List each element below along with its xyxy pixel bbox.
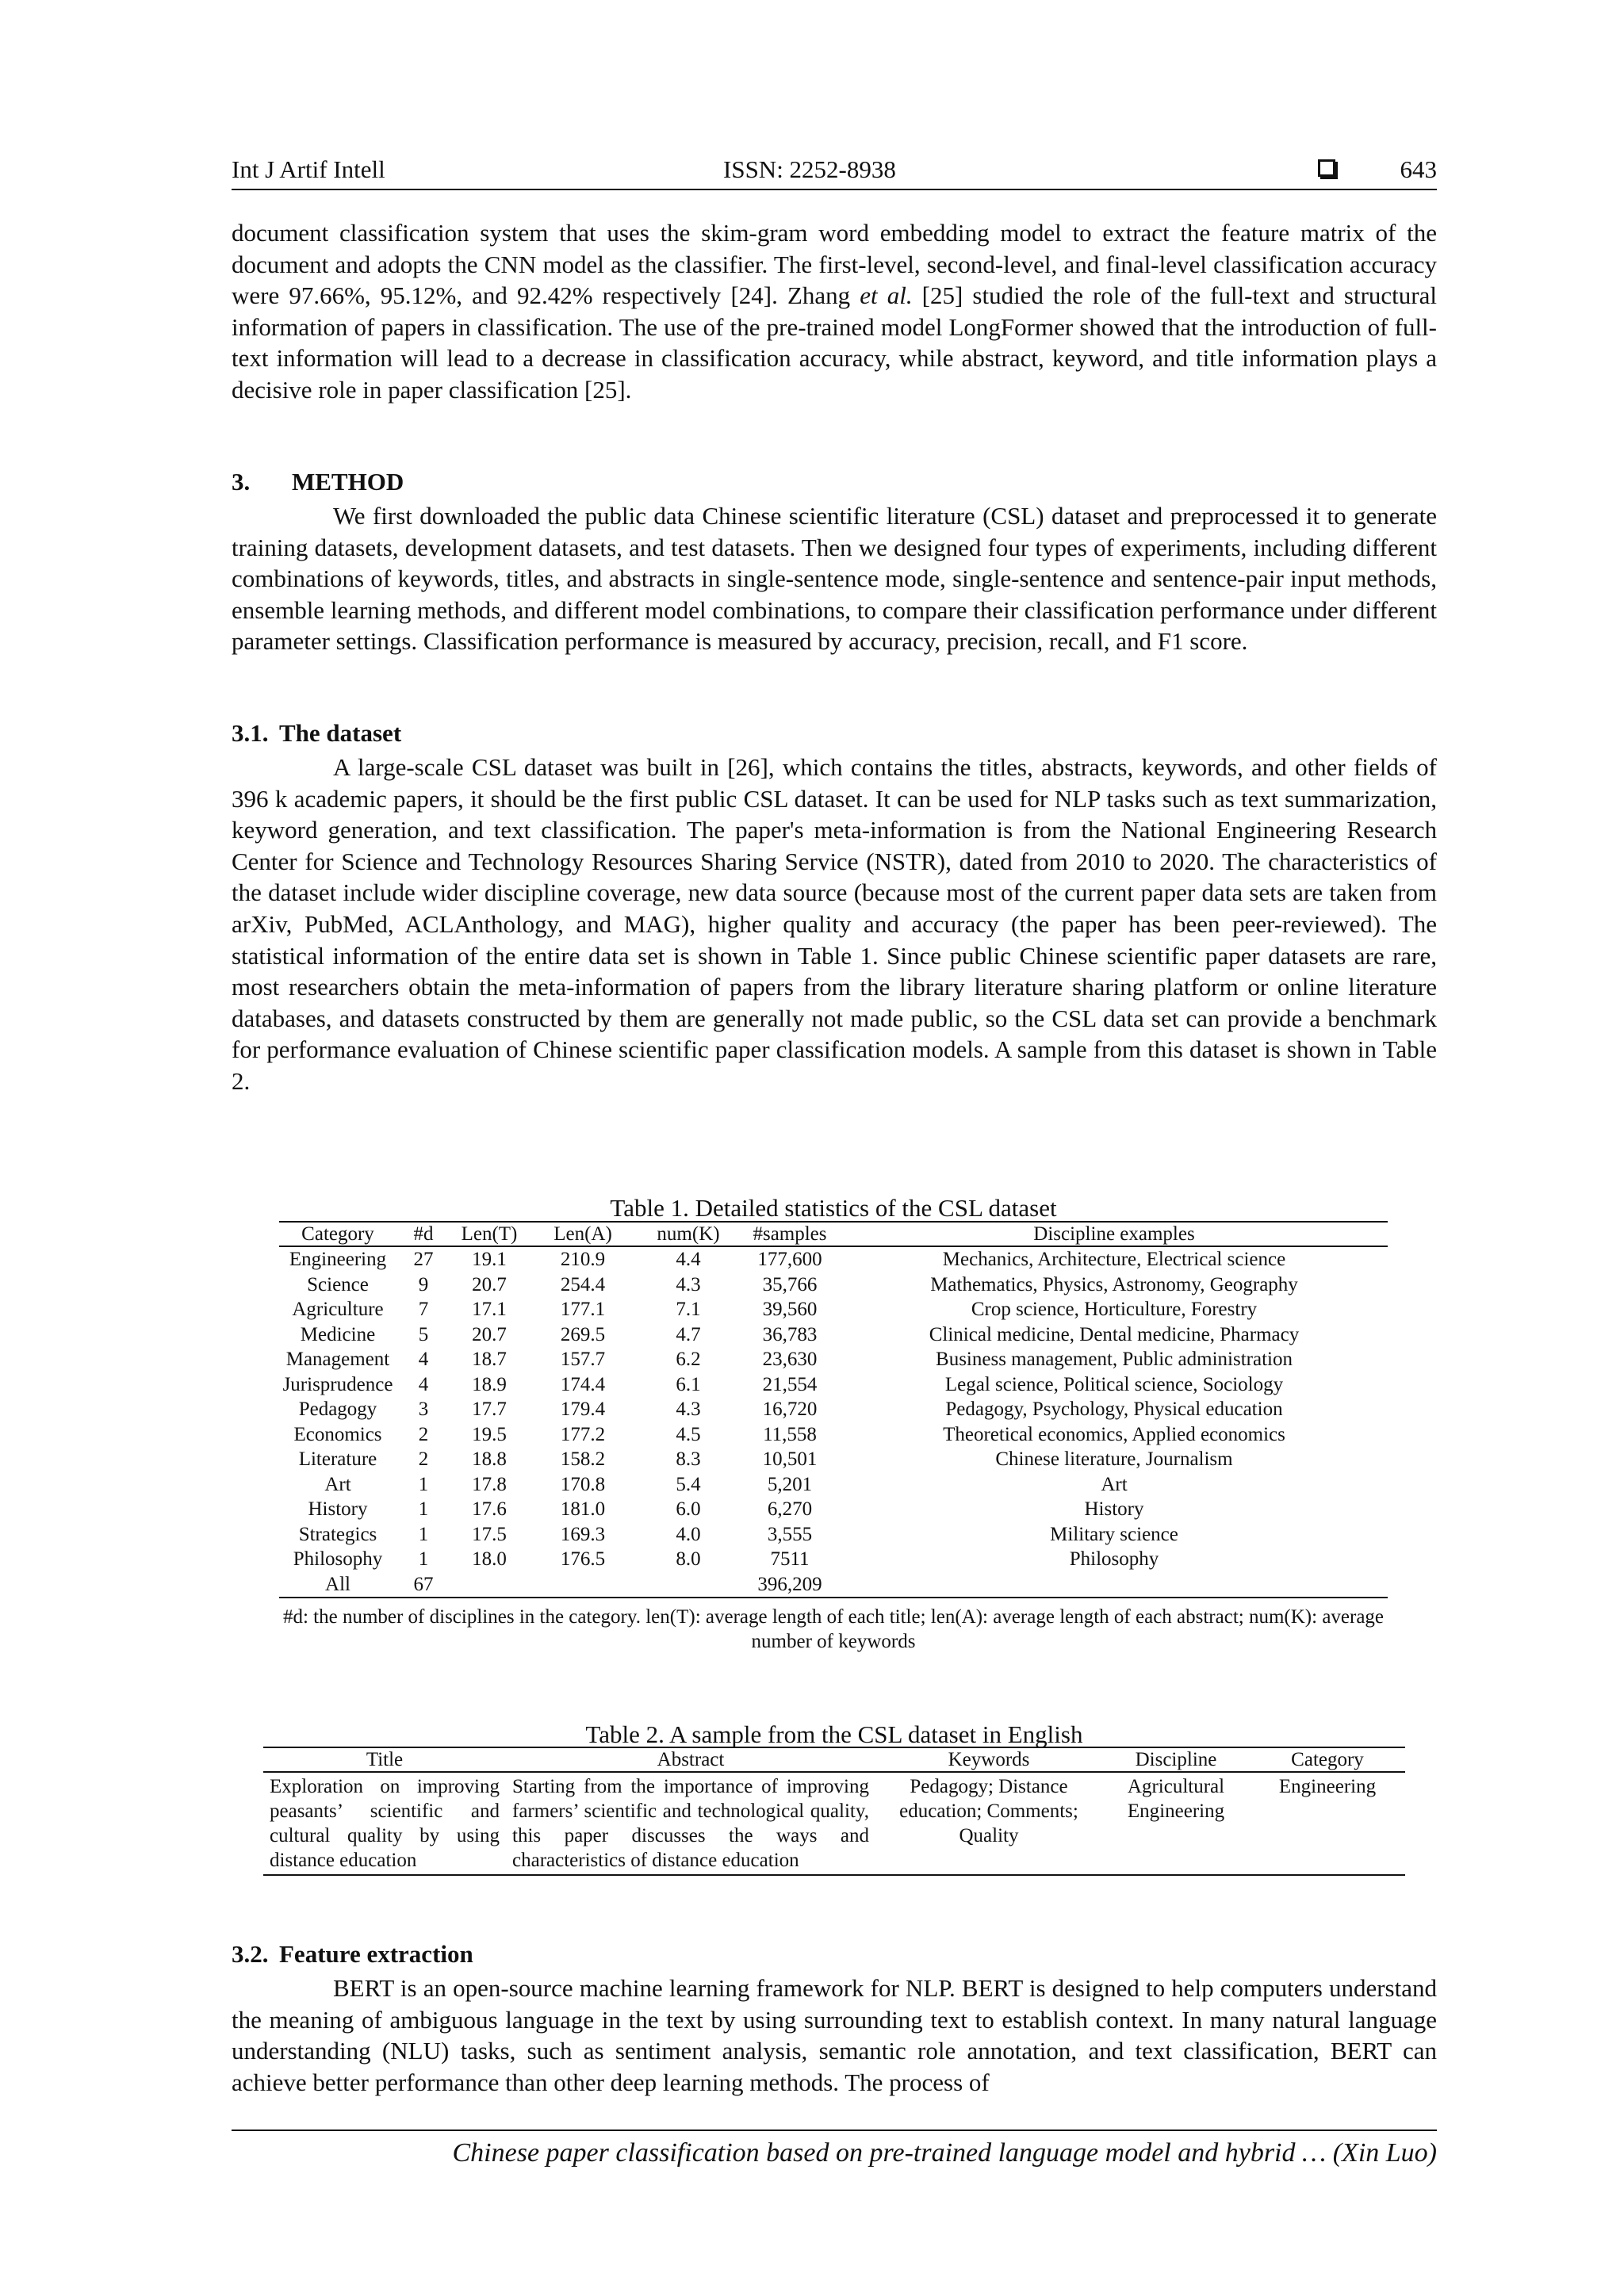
journal-name: Int J Artif Intell [232,155,385,183]
table1-header: Len(T) [450,1222,528,1246]
table1-cell: 17.5 [472,1523,507,1545]
table1-cell: 9 [418,1273,429,1295]
table2-cell-keywords: Pedagogy; Distance education; Comments; Quality [875,1772,1102,1875]
table1-cell: 4.0 [676,1523,701,1545]
footer-rule [232,2130,1437,2131]
table1-cell: 4.7 [676,1323,701,1345]
table1-header: Len(A) [528,1222,638,1246]
table1-cell: 169.3 [560,1523,606,1545]
table1-cell: 177.2 [560,1423,606,1445]
table1-cell: 396,209 [739,1572,841,1598]
table1-cell: 5,201 [767,1473,813,1495]
table1-cell: 170.8 [560,1473,606,1495]
table1-cell: 6,270 [767,1498,813,1520]
table1-cell: Strategics [298,1523,377,1545]
paragraph-intro: document classification system that uses the skim-gram word embedding model to extract the feature matrix of the document and adopts the CNN model as the classifier. The first-level, second-level, and final-level classification accuracy were 97.66%, 95.12%, and 92.42% respectively [24]. Zhang et al. [25] studied the role of the full-text and structural information of papers in classification. The use of the pre-trained model LongFormer showed that the introduction of full-text information will lead to a decrease in classification accuracy, while abstract, keyword, and title information plays a decisive role in paper classification [25]. [232,219,1437,404]
table2-header: Keywords [875,1747,1102,1772]
table1-cell: 1 [418,1498,429,1520]
table2-header: Discipline [1102,1747,1250,1772]
table1-cell: 1 [418,1548,429,1570]
table1-cell: History [308,1498,368,1520]
table1-cell: 18.7 [472,1349,507,1370]
table1-cell: 181.0 [560,1498,606,1520]
table1-header-row [279,1222,1388,1246]
table1-row [279,1422,1388,1448]
table1-cell: 254.4 [560,1273,606,1295]
table1-cell: Pedagogy, Psychology, Physical education [945,1399,1283,1420]
table1-cell: 17.1 [472,1299,507,1320]
table1-row [279,1572,1388,1598]
table1-cell: History [1084,1498,1144,1520]
table1-cell: 158.2 [560,1448,606,1470]
table1-cell: 4.3 [676,1399,701,1420]
table1-cell: Chinese literature, Journalism [995,1448,1233,1470]
table1-cell: Agriculture [292,1299,384,1320]
table2-cell-category: Engineering [1250,1772,1405,1875]
table2-cell-title: Exploration on improving peasants’ scientific and cultural quality by using distance education [263,1772,506,1875]
table1-cell: 2 [418,1448,429,1470]
table1-cell: 2 [418,1423,429,1445]
table1-cell: 6.0 [676,1498,701,1520]
table1-cell: Clinical medicine, Dental medicine, Pharmacy [929,1323,1300,1345]
table1-cell: 269.5 [560,1323,606,1345]
table1-cell: Philosophy [293,1548,383,1570]
table1-cell: 18.8 [472,1448,507,1470]
table1-row [279,1472,1388,1498]
paragraph-dataset: A large-scale CSL dataset was built in [26], which contains the titles, abstracts, keywords, and other fields of 396 k academic papers, it should be the first public CSL dataset. It can be used for NLP tasks such as text summarization, keyword generation, and text classification. The paper's meta-information is from the National Engineering Research Center for Science and Technology Resources Sharing Service (NSTR), dated from 2010 to 2020. The characteristics of the dataset include wider discipline coverage, new data source (because most of the current paper data sets are taken from arXiv, PubMed, ACLAnthology, and MAG), higher quality and accuracy (the paper has been peer-reviewed). The statistical information of the entire data set is shown in Table 1. Since public Chinese scientific paper datasets are rare, most researchers obtain the meta-information of papers from the library literature sharing platform or online literature databases, and datasets constructed by them are generally not made public, so the CSL data set can provide a benchmark for performance evaluation of Chinese scientific paper classification models. A sample from this dataset is shown in Table 2. [232,753,1437,1095]
table1-cell: Literature [298,1448,377,1470]
table1-cell: Theoretical economics, Applied economics [943,1423,1285,1445]
table1-row [279,1347,1388,1372]
table1-cell: 177,600 [757,1249,822,1270]
square-icon [1318,159,1335,177]
table2-row [263,1772,1405,1875]
table1-cell: 7 [418,1299,429,1320]
table2-caption: Table 2. A sample from the CSL dataset in English [585,1720,1083,1748]
table1-row [279,1547,1388,1572]
table1-cell: Art [324,1473,351,1495]
table1-cell: 21,554 [762,1373,818,1395]
table2 [263,1747,1405,1876]
table1-cell: 18.9 [472,1373,507,1395]
table1-header: Category [279,1222,396,1246]
table1-cell: 4 [418,1373,429,1395]
table1-cell: 20.7 [472,1323,507,1345]
table2-cell-discipline: Agricultural Engineering [1102,1772,1250,1875]
section-heading-feature-extraction: 3.2. Feature extraction [232,1940,473,1968]
table1-cell: 36,783 [762,1323,818,1345]
table1-cell: 3,555 [767,1523,813,1545]
issn: ISSN: 2252-8938 [723,155,896,183]
paragraph-method: We first downloaded the public data Chinese scientific literature (CSL) dataset and preprocessed it to generate training datasets, development datasets, and test datasets. Then we designed four types of experiments, including different combinations of keywords, titles, and abstracts in single-sentence mode, single-sentence and sentence-pair input methods, ensemble learning methods, and different model combinations, to compare their classification performance under different parameter settings. Classification performance is measured by accuracy, precision, recall, and F1 score. [232,502,1437,656]
table1-cell: 1 [418,1473,429,1495]
table1-cell: 6.2 [676,1349,701,1370]
table1-cell: 16,720 [762,1399,818,1420]
table1-cell: 19.5 [472,1423,507,1445]
table1-cell: 17.7 [472,1399,507,1420]
table2-header-row [263,1747,1405,1772]
table1-cell: 10,501 [762,1448,818,1470]
page-header [232,155,1437,190]
table1-cell: Business management, Public administration [936,1349,1293,1370]
table1-cell: 1 [418,1523,429,1545]
table1-cell: Management [285,1349,390,1370]
table1-cell: 174.4 [560,1373,606,1395]
table1-row [279,1372,1388,1398]
table1-cell: 4.3 [676,1273,701,1295]
table1-cell: Pedagogy [298,1399,377,1420]
table1-cell: 6.1 [676,1373,701,1395]
section-heading-dataset: 3.1. The dataset [232,719,402,747]
table1-cell: 8.3 [676,1448,701,1470]
table1-cell: 177.1 [560,1299,606,1320]
table1-row [279,1246,1388,1272]
table1-cell [638,1572,739,1598]
table1-cell: 5 [418,1323,429,1345]
table1-cell: 23,630 [762,1349,818,1370]
table1-cell: 11,558 [763,1423,817,1445]
table1-row [279,1522,1388,1548]
table1-cell: 176.5 [560,1548,606,1570]
table1-row [279,1397,1388,1422]
table1-cell: Medicine [300,1323,376,1345]
table1-cell: Mechanics, Architecture, Electrical science [942,1249,1286,1270]
table1-cell: 4.5 [676,1423,701,1445]
table1-header: #samples [739,1222,841,1246]
table1-cell: 67 [396,1572,450,1598]
table1-cell: Jurisprudence [282,1373,393,1395]
table1-cell: 8.0 [676,1548,701,1570]
table1-cell [841,1572,1388,1598]
table1-header: #d [396,1222,450,1246]
table1-cell: Mathematics, Physics, Astronomy, Geography [930,1273,1298,1295]
table1-cell: 179.4 [560,1399,606,1420]
table1-cell: Philosophy [1069,1548,1159,1570]
table1-cell: 3 [418,1399,429,1420]
table2-header: Category [1250,1747,1405,1772]
table1-cell: Science [307,1273,369,1295]
table1-cell: 20.7 [472,1273,507,1295]
table1-cell: Economics [293,1423,382,1445]
table1-cell: 4.4 [676,1249,701,1270]
table1-header: num(K) [638,1222,739,1246]
table1-cell: Crop science, Horticulture, Forestry [971,1299,1258,1320]
running-title: Chinese paper classification based on pre-trained language model and hybrid … (Xin Luo) [452,2138,1437,2168]
table1-cell: 27 [413,1249,434,1270]
table1-note: #d: the number of disciplines in the category. len(T): average length of each title; len(A): average length of each abstract; num(K): average number of keywords [282,1606,1385,1652]
table1-cell: 7511 [770,1548,810,1570]
table1-cell: 5.4 [676,1473,701,1495]
page-number: 643 [1400,155,1437,183]
table1-cell [528,1572,638,1598]
table1-cell: 19.1 [472,1249,507,1270]
table1-cell: 39,560 [762,1299,818,1320]
table1-cell [450,1572,528,1598]
table2-header: Title [263,1747,506,1772]
section-heading-method: 3. METHOD [232,468,404,496]
table2-cell-abstract: Starting from the importance of improving farmers’ scientific and technological quality, this paper discusses the ways and characteristics of distance education [506,1772,875,1875]
table2-header: Abstract [506,1747,875,1772]
table1-row [279,1297,1388,1322]
table1-cell: Legal science, Political science, Sociology [944,1373,1284,1395]
table1-cell: Art [1101,1473,1128,1495]
table1-cell: Engineering [289,1249,387,1270]
table1-row [279,1497,1388,1522]
table1-cell: 4 [418,1349,429,1370]
table1-cell: 17.6 [472,1498,507,1520]
table1-cell: 210.9 [560,1249,606,1270]
table1-caption: Table 1. Detailed statistics of the CSL dataset [610,1194,1057,1222]
table1-row [279,1447,1388,1472]
table1-cell: 7.1 [676,1299,701,1320]
table1-cell: 157.7 [560,1349,606,1370]
table1-cell: 17.8 [472,1473,507,1495]
table1 [279,1221,1388,1598]
table1-cell: 35,766 [762,1273,818,1295]
table1-cell: All [279,1572,396,1598]
table1-header: Discipline examples [841,1222,1388,1246]
table1-cell: Military science [1050,1523,1178,1545]
table1-cell: 18.0 [472,1548,507,1570]
table1-row [279,1322,1388,1348]
paragraph-feature-extraction: BERT is an open-source machine learning framework for NLP. BERT is designed to help computers understand the meaning of ambiguous language in the text by using surrounding text to establish context. In many natural language understanding (NLU) tasks, such as sentiment analysis, semantic role annotation, and text classification, BERT can achieve better performance than other deep learning methods. The process of [232,1974,1437,2096]
table1-row [279,1272,1388,1298]
